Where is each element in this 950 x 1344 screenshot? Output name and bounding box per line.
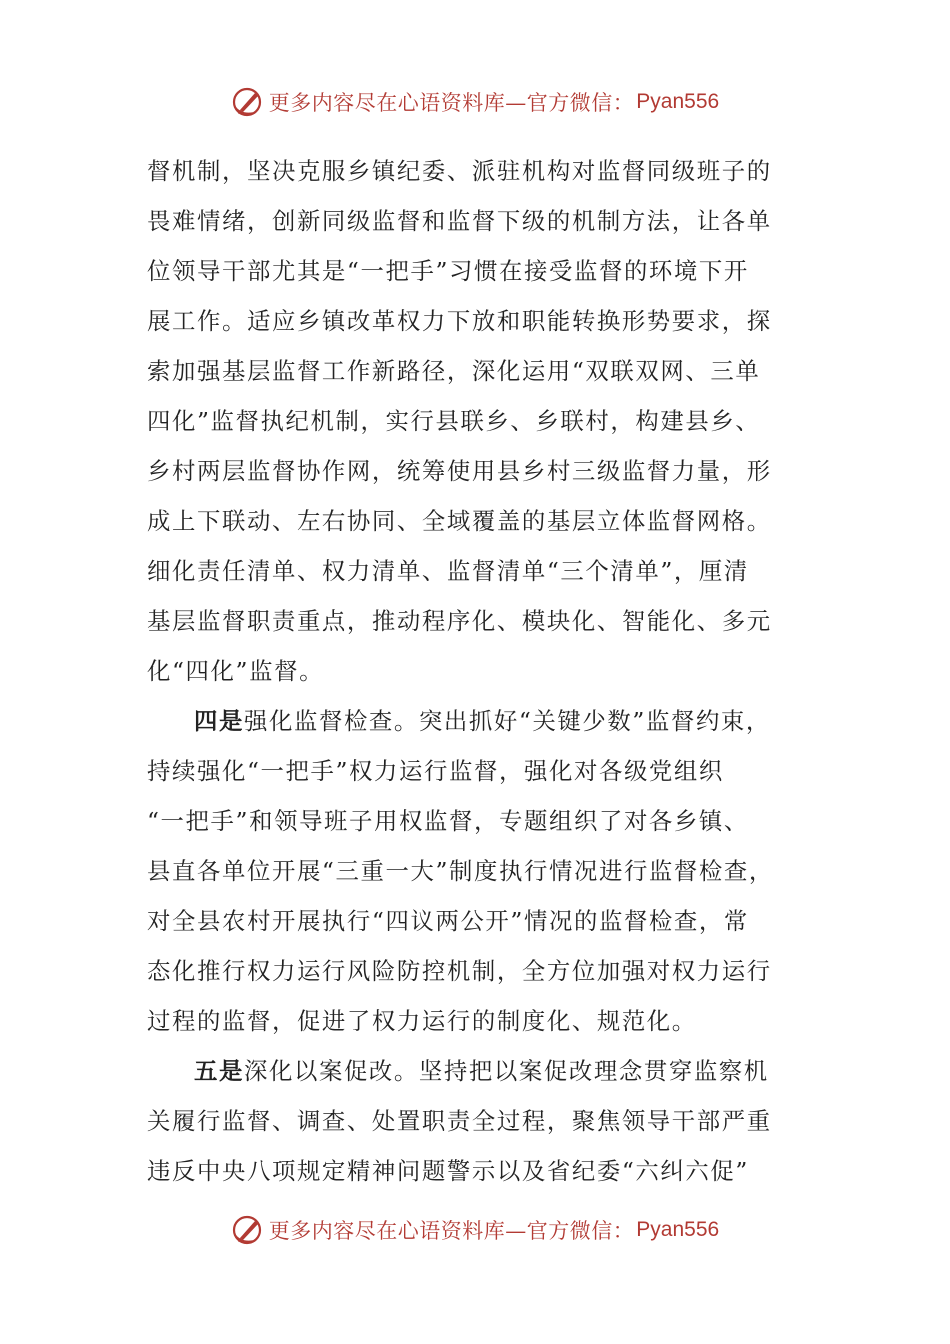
line-text: 深化以案促改。坚持把以案促改理念贯穿监察机 <box>243 1057 769 1085</box>
text-line <box>147 346 807 396</box>
line-text: 成上下联动、左右协同、全域覆盖的基层立体监督网格。 <box>147 507 772 535</box>
line-text: 持续强化“一把手”权力运行监督，强化对各级党组织 <box>147 757 724 785</box>
text-line <box>147 846 807 896</box>
banner-text: 更多内容尽在心语资料库—官方微信： <box>268 91 635 115</box>
line-text: 督机制，坚决克服乡镇纪委、派驻机构对监督同级班子的 <box>147 157 772 185</box>
text-line <box>147 996 807 1046</box>
line-text: 乡村两层监督协作网，统筹使用县乡村三级监督力量，形 <box>147 457 772 485</box>
line-text: 强化监督检查。突出抓好“关键少数”监督约束， <box>243 707 771 735</box>
line-text: 过程的监督，促进了权力运行的制度化、规范化。 <box>147 1007 697 1035</box>
line-text: 县直各单位开展“三重一大”制度执行情况进行监督检查， <box>147 857 774 885</box>
line-text: 展工作。适应乡镇改革权力下放和职能转换形势要求，探 <box>147 307 772 335</box>
line-text: 索加强基层监督工作新路径，深化运用“双联双网、三单 <box>147 357 761 385</box>
wechat-id: Pyan556 <box>636 1218 720 1241</box>
pen-logo-icon <box>231 1213 265 1247</box>
banner-text: 更多内容尽在心语资料库—官方微信： <box>268 1219 635 1243</box>
text-line <box>147 446 807 496</box>
text-line <box>147 1096 807 1146</box>
text-line <box>147 796 807 846</box>
paragraph-lead: 五是 <box>194 1057 244 1085</box>
header-banner <box>0 82 950 122</box>
text-line <box>147 896 807 946</box>
text-line <box>147 296 807 346</box>
line-text: 违反中央八项规定精神问题警示以及省纪委“六纠六促” <box>147 1157 749 1185</box>
text-line <box>147 196 807 246</box>
paragraph-lead: 四是 <box>194 707 244 735</box>
line-text: 基层监督职责重点，推动程序化、模块化、智能化、多元 <box>147 607 772 635</box>
text-line <box>147 946 807 996</box>
line-text: 化“四化”监督。 <box>147 657 325 685</box>
text-line <box>147 746 807 796</box>
line-text: 畏难情绪，创新同级监督和监督下级的机制方法，让各单 <box>147 207 772 235</box>
text-line <box>147 546 807 596</box>
text-line <box>147 596 807 646</box>
line-text: 态化推行权力运行风险防控机制，全方位加强对权力运行 <box>147 957 772 985</box>
line-text: 关履行监督、调查、处置职责全过程，聚焦领导干部严重 <box>147 1107 772 1135</box>
text-line <box>147 396 807 446</box>
text-line <box>147 1146 807 1196</box>
line-text: 对全县农村开展执行“四议两公开”情况的监督检查，常 <box>147 907 749 935</box>
line-text: 细化责任清单、权力清单、监督清单“三个清单”，厘清 <box>147 557 749 585</box>
document-body <box>147 146 807 1196</box>
text-line <box>147 646 807 696</box>
line-text: “一把手”和领导班子用权监督，专题组织了对各乡镇、 <box>147 807 749 835</box>
pen-logo-icon <box>231 85 265 119</box>
text-line <box>147 146 807 196</box>
text-line <box>147 246 807 296</box>
line-text: 位领导干部尤其是“一把手”习惯在接受监督的环境下开 <box>147 257 749 285</box>
line-text: 四化”监督执纪机制，实行县联乡、乡联村，构建县乡、 <box>147 407 761 435</box>
text-line <box>147 696 807 746</box>
text-line <box>147 1046 807 1096</box>
footer-banner <box>0 1210 950 1250</box>
wechat-id: Pyan556 <box>636 90 720 113</box>
text-line <box>147 496 807 546</box>
